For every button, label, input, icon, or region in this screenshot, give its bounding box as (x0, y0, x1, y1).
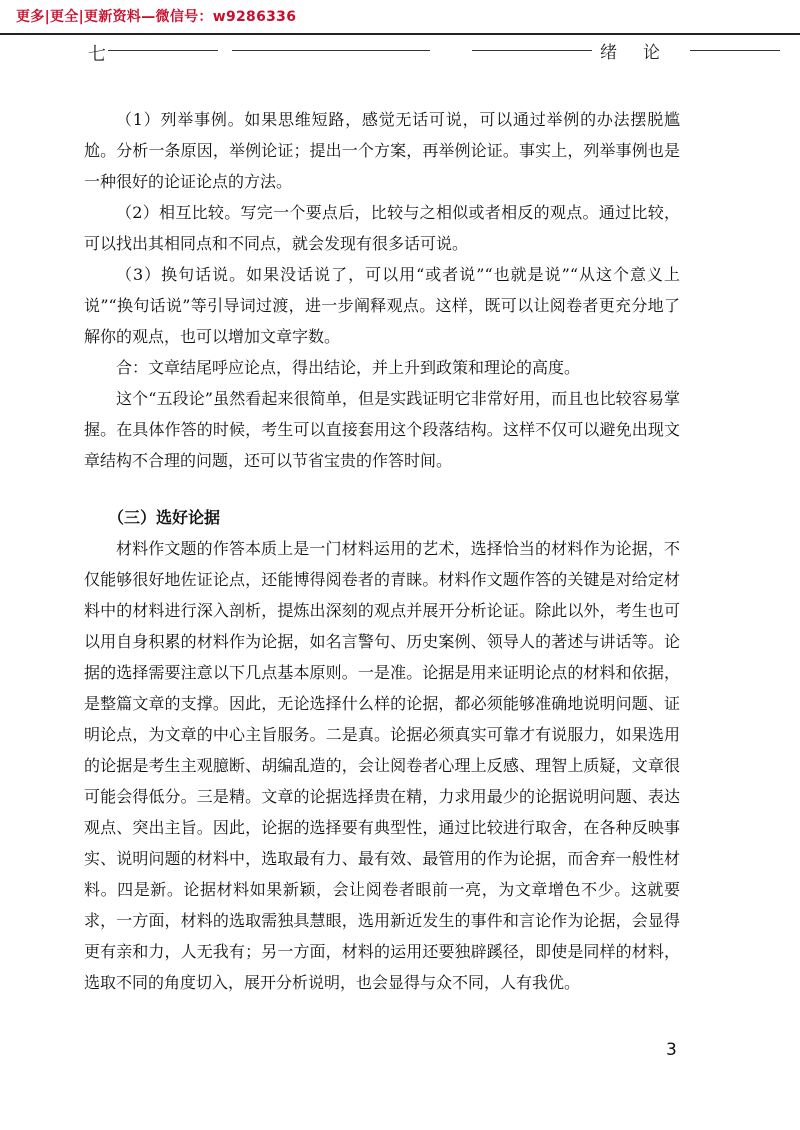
watermark-banner: 更多|更全|更新资料—微信号：w9286336 (16, 9, 297, 25)
header-rule-left (108, 50, 218, 51)
header-rule-right-b (690, 50, 780, 51)
page-content (84, 104, 680, 998)
header-mark: 七 (88, 44, 106, 65)
header-rule-middle (232, 50, 430, 51)
header-rule-right-a (472, 50, 592, 51)
paragraph: （2）相互比较。写完一个要点后，比较与之相似或者相反的观点。通过比较，可以找出其相同点和不同点，就会发现有很多话可说。 (84, 203, 680, 253)
section-title: （三）选好论据 (108, 508, 221, 527)
page-number: 3 (666, 1040, 677, 1060)
running-header-title: 绪论 (600, 43, 686, 63)
paragraph: （1）列举事例。如果思维短路，感觉无话可说，可以通过举例的办法摆脱尴尬。分析一条原因，举例论证；提出一个方案，再举例论证。事实上，列举事例也是一种很好的论证论点的方法。 (84, 110, 680, 191)
top-divider (0, 33, 800, 35)
paragraph: 合：文章结尾呼应论点，得出结论，并上升到政策和理论的高度。 (116, 358, 581, 377)
paragraph: 这个“五段论”虽然看起来很简单，但是实践证明它非常好用，而且也比较容易掌握。在具体作答的时候，考生可以直接套用这个段落结构。这样不仅可以避免出现文章结构不合理的问题，还可以节省宝贵的作答时间。 (84, 389, 680, 470)
section-body: 材料作文题的作答本质上是一门材料运用的艺术，选择恰当的材料作为论据，不仅能够很好地佐证论点，还能博得阅卷者的青睐。材料作文题作答的关键是对给定材料中的材料进行深入剖析，提炼出深刻的观点并展开分析论证。除此以外，考生也可以用自身积累的材料作为论据，如名言警句、历史案例、领导人的著述与讲话等。论据的选择需要注意以下几点基本原则。一是准。论据是用来证明论点的材料和依据，是整篇文章的支撑。因此，无论选择什么样的论据，都必须能够准确地说明问题、证明论点，为文章的中心主旨服务。二是真。论据必须真实可靠才有说服力，如果选用的论据是考生主观臆断、胡编乱造的，会让阅卷者心理上反感、理智上质疑，文章很可能会得低分。三是精。文章的论据选择贵在精，力求用最少的论据说明问题、表达观点、突出主旨。因此，论据的选择要有典型性，通过比较进行取舍，在各种反映事实、说明问题的材料中，选取最有力、最有效、最管用的作为论据，而舍弃一般性材料。四是新。论据材料如果新颖，会让阅卷者眼前一亮，为文章增色不少。这就要求，一方面，材料的选取需独具慧眼，选用新近发生的事件和言论作为论据，会显得更有亲和力，人无我有；另一方面，材料的运用还要独辟蹊径，即使是同样的材料，选取不同的角度切入，展开分析说明，也会显得与众不同，人有我优。 (84, 539, 680, 992)
paragraph: （3）换句话说。如果没话说了，可以用“或者说”“也就是说”“从这个意义上说”“换句话说”等引导词过渡，进一步阐释观点。这样，既可以让阅卷者更充分地了解你的观点，也可以增加文章字数。 (84, 265, 680, 346)
